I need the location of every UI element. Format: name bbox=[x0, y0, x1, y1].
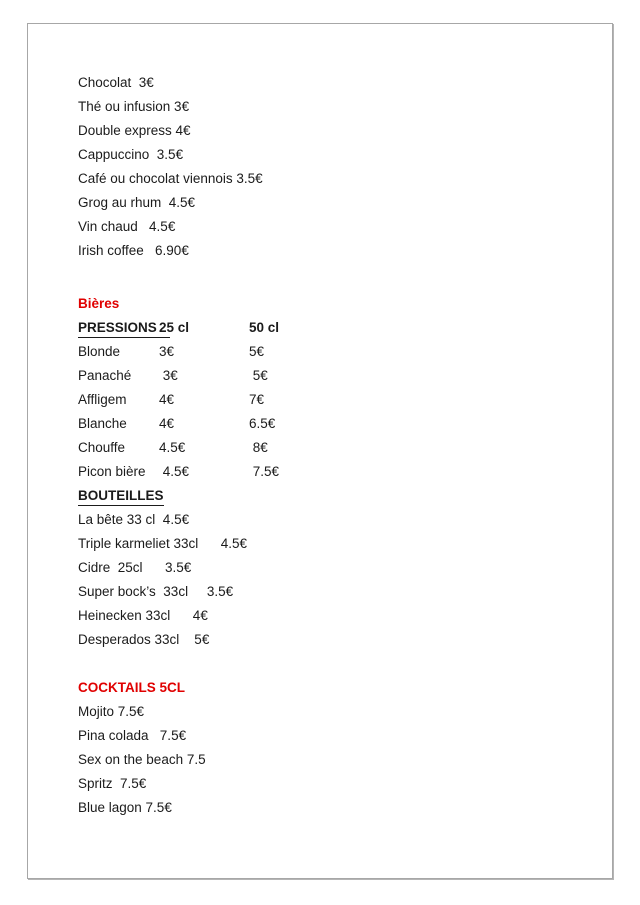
price-25cl: 3€ bbox=[159, 368, 178, 383]
menu-item-the-infusion: Thé ou infusion 3€ bbox=[78, 99, 190, 114]
menu-item-mojito: Mojito 7.5€ bbox=[78, 704, 145, 719]
table-row-blonde bbox=[78, 340, 582, 364]
section-gap bbox=[78, 652, 582, 676]
menu-item-la-bete: La bête 33 cl 4.5€ bbox=[78, 512, 190, 527]
menu-item-cidre: Cidre 25cl 3.5€ bbox=[78, 560, 192, 575]
menu-item-cafe-viennois: Café ou chocolat viennois 3.5€ bbox=[78, 171, 263, 186]
price-50cl: 7.5€ bbox=[249, 464, 280, 479]
menu-item-super-bocks: Super bock’s 33cl 3.5€ bbox=[78, 584, 234, 599]
menu-item-heinecken: Heinecken 33cl 4€ bbox=[78, 608, 208, 623]
price-50cl: 6.5€ bbox=[249, 416, 276, 431]
price-25cl: 4€ bbox=[159, 416, 175, 431]
menu-item-blue-lagon: Blue lagon 7.5€ bbox=[78, 800, 172, 815]
menu-content bbox=[78, 71, 582, 820]
price-25cl: 4€ bbox=[159, 392, 175, 407]
document-page bbox=[27, 23, 613, 879]
menu-item-cappuccino: Cappuccino 3.5€ bbox=[78, 147, 184, 162]
pressions-header-50cl: 50 cl bbox=[249, 320, 280, 335]
table-row-affligem bbox=[78, 388, 582, 412]
price-25cl: 3€ bbox=[159, 344, 175, 359]
section-heading-bouteilles: BOUTEILLES bbox=[78, 484, 582, 508]
menu-item-grog-rhum: Grog au rhum 4.5€ bbox=[78, 195, 196, 210]
section-heading-bieres: Bières bbox=[78, 296, 120, 311]
beer-name: Blonde bbox=[78, 344, 121, 359]
table-row-panache bbox=[78, 364, 582, 388]
menu-item-sex-on-the-beach: Sex on the beach 7.5 bbox=[78, 752, 206, 767]
menu-item-irish-coffee: Irish coffee 6.90€ bbox=[78, 243, 189, 258]
price-50cl: 8€ bbox=[249, 440, 268, 455]
beer-name: Chouffe bbox=[78, 440, 126, 455]
menu-item-pina-colada: Pina colada 7.5€ bbox=[78, 728, 187, 743]
menu-item-spritz: Spritz 7.5€ bbox=[78, 776, 147, 791]
table-row-blanche bbox=[78, 412, 582, 436]
price-50cl: 5€ bbox=[249, 344, 265, 359]
price-25cl: 4.5€ bbox=[159, 440, 186, 455]
beer-name: Blanche bbox=[78, 416, 127, 431]
section-heading-cocktails: COCKTAILS 5CL bbox=[78, 680, 185, 695]
table-row-picon-biere bbox=[78, 460, 582, 484]
menu-item-double-express: Double express 4€ bbox=[78, 123, 191, 138]
pressions-header-name: PRESSIONS bbox=[78, 316, 153, 340]
table-row-chouffe bbox=[78, 436, 582, 460]
menu-item-vin-chaud: Vin chaud 4.5€ bbox=[78, 219, 176, 234]
beer-name: Panaché bbox=[78, 368, 132, 383]
section-gap bbox=[78, 263, 582, 292]
pressions-table-header bbox=[78, 316, 582, 340]
price-25cl: 4.5€ bbox=[159, 464, 190, 479]
menu-item-chocolat: Chocolat 3€ bbox=[78, 75, 154, 90]
menu-item-triple-karmeliet: Triple karmeliet 33cl 4.5€ bbox=[78, 536, 248, 551]
price-50cl: 5€ bbox=[249, 368, 268, 383]
beer-name: Affligem bbox=[78, 392, 127, 407]
pressions-header-25cl: 25 cl bbox=[159, 320, 190, 335]
price-50cl: 7€ bbox=[249, 392, 265, 407]
menu-item-desperados: Desperados 33cl 5€ bbox=[78, 632, 210, 647]
beer-name: Picon bière bbox=[78, 464, 146, 479]
